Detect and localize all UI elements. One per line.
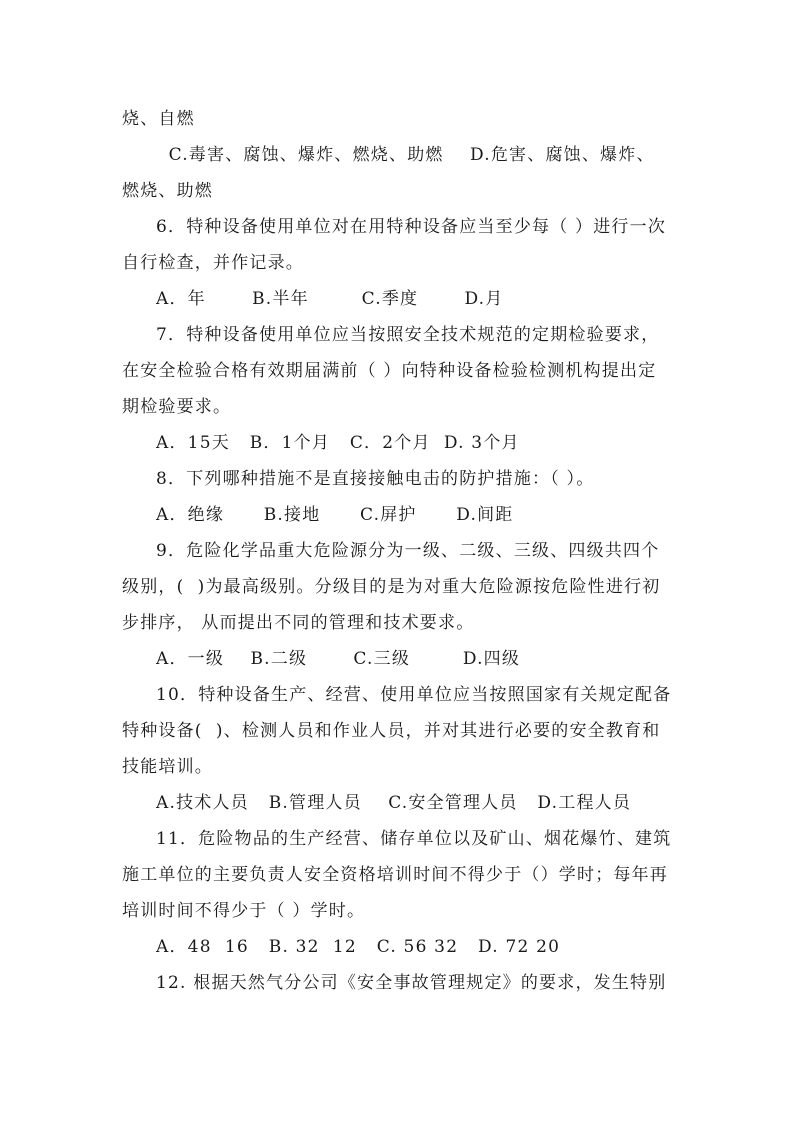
question-10: 10．特种设备生产、经营、使用单位应当按照国家有关规定配备 bbox=[156, 685, 672, 705]
text-line: 步排序， 从而提出不同的管理和技术要求。 bbox=[122, 613, 475, 633]
text-line: 燃烧、助燃 bbox=[122, 181, 213, 201]
question-12: 12. 根据天然气分公司《安全事故管理规定》的要求，发生特别 bbox=[156, 973, 667, 993]
question-8-options: A．绝缘 B.接地 C.屏护 D.间距 bbox=[156, 505, 514, 525]
text-line: 在安全检验合格有效期届满前（ ）向特种设备检验检测机构提出定 bbox=[122, 361, 657, 381]
text-line: 特种设备( )、检测人员和作业人员，并对其进行必要的安全教育和 bbox=[122, 721, 661, 741]
question-9-options: A．一级 B.二级 C.三级 D.四级 bbox=[156, 649, 521, 669]
question-7: 7．特种设备使用单位应当按照安全技术规范的定期检验要求， bbox=[156, 325, 660, 345]
question-11: 11．危险物品的生产经营、储存单位以及矿山、烟花爆竹、建筑 bbox=[156, 829, 672, 849]
question-10-options: A.技术人员 B.管理人员 C.安全管理人员 D.工程人员 bbox=[156, 793, 632, 813]
text-line: 自行检查，并作记录。 bbox=[122, 253, 304, 273]
text-line: 培训时间不得少于（ ）学时。 bbox=[122, 901, 366, 921]
question-11-options: A．48 16 B. 32 12 C. 56 32 D. 72 20 bbox=[156, 937, 561, 957]
text-line: 级别，( )为最高级别。分级目的是为对重大危险源按危险性进行初 bbox=[122, 577, 661, 597]
question-6-options: A．年 B.半年 C.季度 D.月 bbox=[156, 289, 504, 309]
text-line: 烧、自燃 bbox=[122, 109, 195, 129]
text-line: 技能培训。 bbox=[122, 757, 213, 777]
question-6: 6．特种设备使用单位对在用特种设备应当至少每（ ）进行一次 bbox=[156, 217, 667, 237]
text-line: 期检验要求。 bbox=[122, 397, 232, 417]
question-7-options: A．15天 B．1个月 C．2个月 D. 3个月 bbox=[156, 433, 520, 453]
question-9: 9．危险化学品重大危险源分为一级、二级、三级、四级共四个 bbox=[156, 541, 660, 561]
option-line: C.毒害、腐蚀、爆炸、燃烧、助燃 D.危害、腐蚀、爆炸、 bbox=[162, 145, 655, 165]
question-8: 8．下列哪种措施不是直接接触电击的防护措施：（ ）。 bbox=[156, 469, 595, 489]
text-line: 施工单位的主要负责人安全资格培训时间不得少于（）学时；每年再 bbox=[122, 865, 668, 885]
